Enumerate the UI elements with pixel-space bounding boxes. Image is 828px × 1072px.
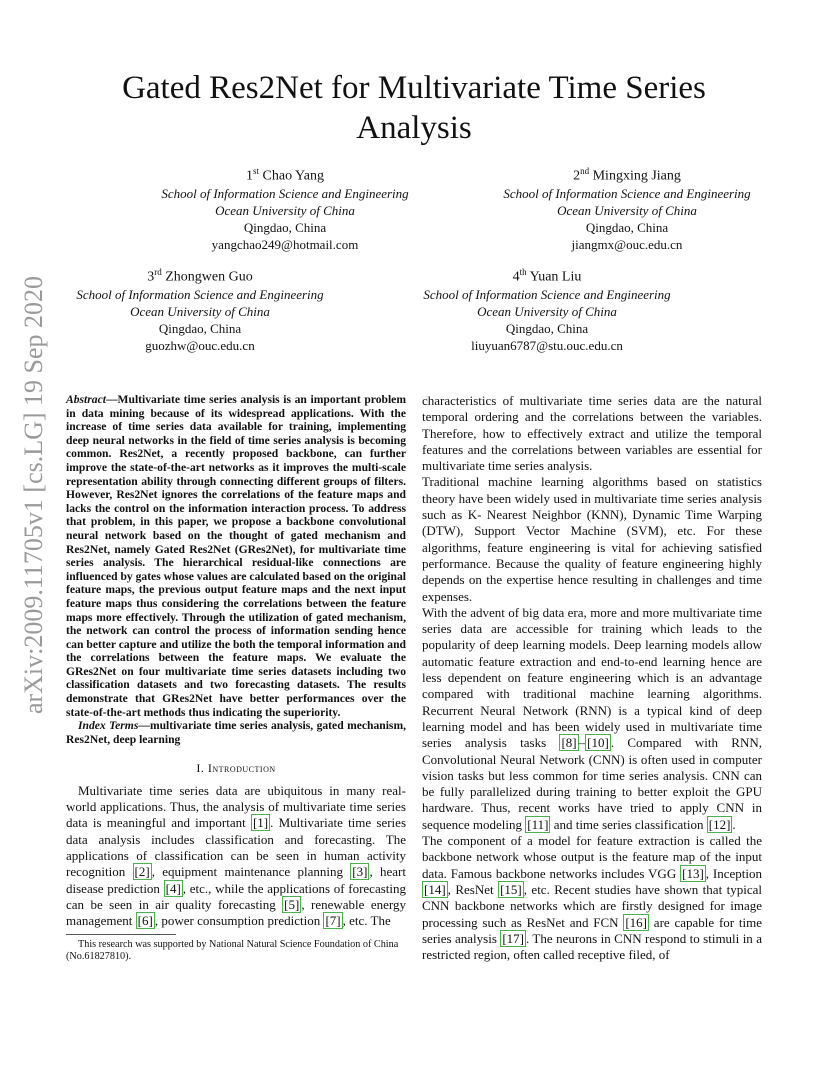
citation-link[interactable]: [6] [137, 913, 153, 929]
author-university: Ocean University of China [130, 303, 270, 319]
citation-link[interactable]: [3] [352, 864, 368, 880]
author-department: School of Information Science and Engineering [503, 185, 751, 201]
index-terms-label: Index Terms [78, 719, 139, 733]
author-block-1 [140, 163, 430, 253]
citation-link[interactable]: [14] [424, 881, 446, 897]
citation-link[interactable]: [5] [284, 896, 300, 912]
abstract-text: —Multivariate time series analysis is an important problem in data mining because of its widespread applications. With the increase of time series data available for training, implementing deep neural networks in the field of time series analysis is becoming common. Res2Net, a recently proposed backbone, can further improve the state-of-the-art networks as it improves the multi-scale representation ability through connecting different groups of filters. However, Res2Net ignores the correlations of the feature maps and lacks the control on the information interaction process. To address that problem, in this paper, we propose a backbone convolutional neural network based on the thought of gated mechanism and Res2Net, namely Gated Res2Net (GRes2Net), for multivariate time series analysis. The hierarchical residual-like connections are influenced by gates whose values are calculated based on the original feature maps, the previous output feature maps and the next input feature maps thus considering the correlations between the feature maps more effectively. Through the utilization of gated mechanism, the network can control the process of information sending hence can better capture and utilize the both the temporal information and the correlations between the feature maps. We evaluate the GRes2Net on four multivariate time series datasets including two classification datasets and two forecasting datasets. The results demonstrate that GRes2Net have better performances over the state-of-the-art methods thus indicating the superiority. [66, 393, 406, 719]
author-name: 1st Chao Yang [246, 166, 324, 184]
footnote [66, 934, 406, 963]
right-paragraph-3: With the advent of big data era, more and more multivariate time series data are accessible for training which leads to the popularity of deep learning models. Deep learning models allow automatic feature extraction and end-to-end learning hence are less dependent on feature engineering which is an advantage compared with traditional machine learning algorithms. Recurrent Neural Network (RNN) is a typical kind of deep learning model and has been widely used in multivariate time series analysis tasks [8] – [10] . Compared with RNN, Convolutional Neural Network (CNN) is often used in computer vision tasks but less common for time series analysis. CNN can be fully parallelized during training to better exploit the GPU hardware. Thus, recent works have tried to apply CNN in sequence modeling [11] and time series classification [12] . [422, 604, 763, 832]
index-terms-text: —multivariate time series analysis, gated mechanism, Res2Net, deep learning [66, 719, 406, 746]
author-department: School of Information Science and Engineering [161, 185, 409, 201]
left-column [66, 393, 406, 929]
author-department: School of Information Science and Engineering [76, 286, 324, 302]
citation-link[interactable]: [1] [252, 815, 269, 831]
author-name: 3rd Zhongwen Guo [147, 267, 253, 285]
author-university: Ocean University of China [557, 202, 697, 218]
citation-link[interactable]: [15] [500, 881, 522, 897]
right-paragraph-1: characteristics of multivariate time series data are the natural temporal ordering and the correlations between the variables. Therefore, how to effectively extract and utilize the temporal features and the correlations between variables are essential for multivariate time series analysis. [422, 393, 762, 474]
author-name: 2nd Mingxing Jiang [573, 166, 681, 184]
index-terms [66, 719, 406, 746]
author-city: Qingdao, China [158, 320, 242, 336]
author-city: Qingdao, China [585, 219, 669, 235]
citation-link[interactable]: [13] [682, 865, 704, 881]
author-email[interactable]: liuyuan6787@stu.ouc.edu.cn [471, 337, 623, 353]
citation-link[interactable]: [7] [325, 913, 341, 929]
right-column [422, 393, 762, 963]
author-block-4 [402, 264, 692, 354]
section-heading-introduction: I. Introduction [196, 761, 276, 776]
right-paragraph-4: The component of a model for feature extraction is called the backbone network whose output is the feature map of the input data. Famous backbone networks includes VGG [13] , Inception [14] , ResNet [15] , etc. Recent studies have shown that typical CNN backbone networks which are firstly designed for image processing such as ResNet and FCN [16] are capable for time series analysis [17] . The neurons in CNN respond to stimuli in a restricted region, often called receptive filed, of [422, 833, 763, 963]
citation-link[interactable]: [12] [708, 816, 731, 832]
author-block-2 [482, 163, 772, 253]
footnote-rule [66, 934, 176, 935]
author-department: School of Information Science and Engineering [423, 286, 671, 302]
citation-link[interactable]: [8] [561, 735, 577, 751]
author-email[interactable]: yangchao249@hotmail.com [211, 236, 359, 252]
author-name: 4th Yuan Liu [512, 267, 582, 285]
arxiv-stamp[interactable]: arXiv:2009.11705v1 [cs.LG] 19 Sep 2020 [19, 275, 48, 715]
intro-paragraph-1: Multivariate time series data are ubiquitous in many real-world applications. Thus, the analysis of multivariate time series data is meaningful and important [1] . Multivariate time series data analysis includes classification and forecasting. The applications of classification can be seen in human activity recognition [2] , equipment maintenance planning [3] , heart disease prediction [4] , etc., while the applications of forecasting can be seen in air quality forecasting [5] , renewable energy management [6] , power consumption prediction [7] , etc. The [66, 782, 406, 929]
footnote-text: This research was supported by National Natural Science Foundation of China (No.61827810). [66, 939, 399, 962]
author-city: Qingdao, China [505, 320, 589, 336]
author-block-3 [55, 264, 345, 354]
author-email[interactable]: jiangmx@ouc.edu.cn [571, 236, 683, 252]
author-university: Ocean University of China [477, 303, 617, 319]
paper-title-line1: Gated Res2Net for Multivariate Time Series [122, 70, 706, 106]
citation-link[interactable]: [16] [625, 914, 648, 930]
right-paragraph-2: Traditional machine learning algorithms based on statistics theory have been widely used in multivariate time series analysis such as K- Nearest Neighbor (KNN), Dynamic Time Warping (DTW), Support Vector Machine (SVM), etc. For these algorithms, feature engineering is vital for achieving satisfied performance. Because the quality of feature engineering highly depends on the expertise hence resulting in challenges and time expenses. [422, 474, 762, 604]
abstract-label: Abstract [66, 393, 106, 406]
citation-link[interactable]: [11] [527, 816, 549, 832]
citation-link[interactable]: [10] [587, 735, 609, 751]
citation-link[interactable]: [4] [165, 880, 181, 896]
author-email[interactable]: guozhw@ouc.edu.cn [145, 337, 255, 353]
abstract [66, 393, 406, 719]
author-city: Qingdao, China [243, 219, 327, 235]
paper-title-line2: Analysis [356, 110, 472, 146]
paper-title [0, 68, 828, 148]
citation-link[interactable]: [2] [134, 864, 150, 880]
author-university: Ocean University of China [215, 202, 355, 218]
citation-link[interactable]: [17] [502, 930, 524, 946]
